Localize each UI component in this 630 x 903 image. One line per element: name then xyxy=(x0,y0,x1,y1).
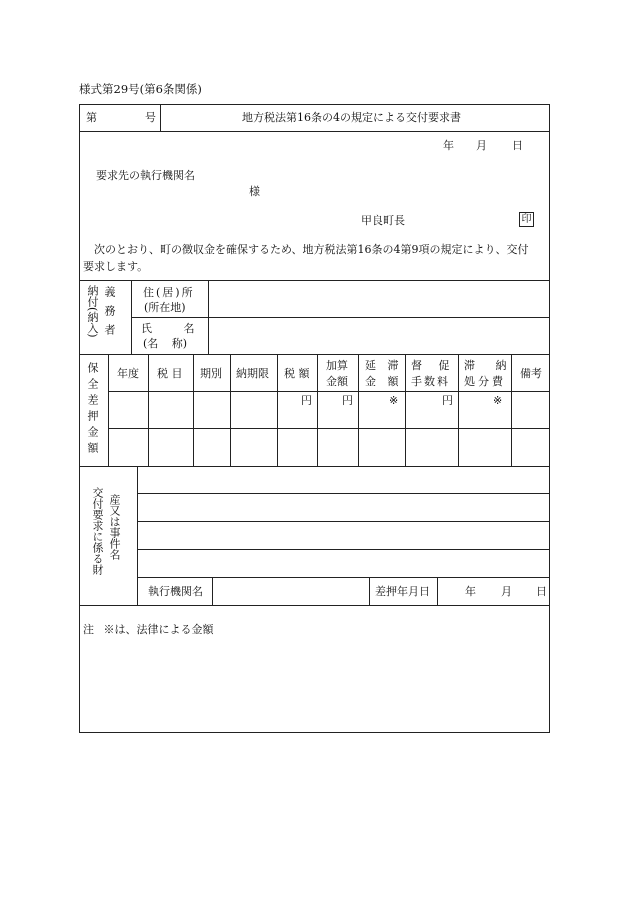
divider-col-period xyxy=(193,354,194,466)
unit-yen-tax: 円 xyxy=(301,394,312,407)
col-header-deadline: 納期限 xyxy=(236,367,269,380)
legal-mark-late: ※ xyxy=(389,394,399,407)
seizure-year-label: 年 xyxy=(465,585,476,598)
col-header-late-2: 金 額 xyxy=(365,375,399,388)
legal-mark-disposal: ※ xyxy=(493,394,503,407)
divider-property-label xyxy=(137,466,138,605)
col-header-year: 年度 xyxy=(117,367,139,380)
divider-col-disp xyxy=(458,354,459,466)
col-header-tax: 税 額 xyxy=(284,367,310,380)
header-go: 号 xyxy=(145,111,156,124)
col-header-add-1: 加算 xyxy=(326,359,348,372)
divider-seizure-label xyxy=(369,577,370,605)
name-label-line2: (名 称) xyxy=(143,337,188,350)
divider-col-item xyxy=(148,354,149,466)
address-label-line1: 住(居)所 xyxy=(143,286,195,299)
note-text: 注 ※は、法律による金額 xyxy=(83,623,214,636)
recipient-label: 要求先の執行機関名 xyxy=(96,169,195,182)
col-header-disposal-2: 処分費 xyxy=(464,375,506,388)
divider-amounts-header xyxy=(108,391,550,392)
unit-yen-fee: 円 xyxy=(442,394,453,407)
divider-taxpayer-mid xyxy=(131,317,550,318)
col-header-add-2: 金額 xyxy=(326,375,348,388)
divider-header xyxy=(79,131,550,132)
date-year-label: 年 xyxy=(443,139,454,152)
divider-property-1 xyxy=(137,493,550,494)
divider-taxpayer-value xyxy=(208,280,209,354)
divider-seizure-value xyxy=(437,577,438,605)
divider-col-add xyxy=(317,354,318,466)
divider-col-fee xyxy=(405,354,406,466)
property-label-a: 交付要求に係る財 xyxy=(91,487,104,575)
unit-yen-add: 円 xyxy=(342,394,353,407)
seizure-day-label: 日 xyxy=(536,585,547,598)
body-text-line2: 要求します。 xyxy=(83,260,149,273)
col-header-fee-1: 督 促 xyxy=(411,359,450,372)
divider-amounts-label xyxy=(108,354,109,466)
date-day-label: 日 xyxy=(512,139,523,152)
col-header-fee-2: 手数料 xyxy=(411,375,450,388)
date-month-label: 月 xyxy=(476,139,487,152)
col-header-disposal-1: 滞 納 xyxy=(464,359,507,372)
taxpayer-label-a: 納付(納入) xyxy=(86,285,99,338)
sender-name: 甲良町長 xyxy=(361,214,405,227)
property-label-b: 産又は事件名 xyxy=(108,494,121,560)
divider-col-deadline xyxy=(230,354,231,466)
agency-label: 執行機関名 xyxy=(148,585,203,598)
divider-amounts-row xyxy=(108,428,550,429)
col-header-remarks: 備考 xyxy=(520,367,542,380)
form-frame xyxy=(79,104,550,733)
recipient-sama: 様 xyxy=(249,185,260,198)
divider-agency-value xyxy=(212,577,213,605)
divider-property-3 xyxy=(137,549,550,550)
col-header-item: 税 目 xyxy=(157,367,183,380)
header-dai: 第 xyxy=(86,111,97,124)
divider-header-title xyxy=(160,104,161,131)
taxpayer-label-b: 義務者 xyxy=(103,286,116,343)
body-text-line1: 次のとおり、町の徴収金を確保するため、地方税法第16条の4第9項の規定により、交付 xyxy=(94,243,529,256)
divider-property-4 xyxy=(137,577,550,578)
name-label-line1: 氏 名 xyxy=(141,322,195,335)
col-header-period: 期別 xyxy=(200,367,222,380)
divider-col-tax xyxy=(277,354,278,466)
col-header-late-1: 延 滞 xyxy=(365,359,399,372)
divider-col-remarks xyxy=(511,354,512,466)
divider-taxpayer-top xyxy=(79,280,550,281)
seizure-date-label: 差押年月日 xyxy=(375,585,430,598)
divider-amounts-top xyxy=(79,354,550,355)
divider-taxpayer-label xyxy=(131,280,132,354)
seizure-month-label: 月 xyxy=(501,585,512,598)
divider-property-2 xyxy=(137,521,550,522)
divider-col-late xyxy=(358,354,359,466)
address-label-line2: (所在地) xyxy=(144,301,186,314)
divider-property-top xyxy=(79,466,550,467)
form-title: 地方税法第16条の4の規定による交付要求書 xyxy=(242,111,461,124)
amounts-side-label: 保全差押金額 xyxy=(86,362,99,458)
seal-mark: 印 xyxy=(519,212,534,227)
divider-note-top xyxy=(79,605,550,606)
form-number-label: 様式第29号(第6条関係) xyxy=(79,82,202,96)
